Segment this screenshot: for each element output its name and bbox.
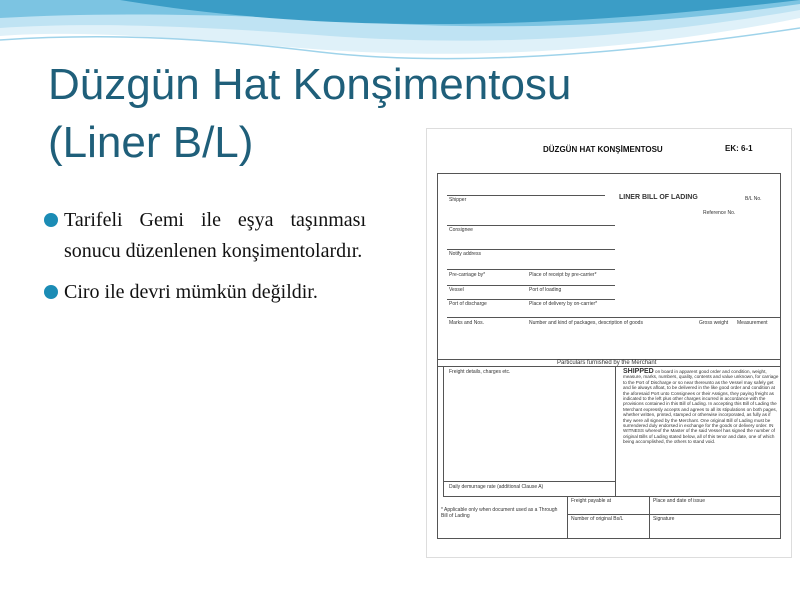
doc-rule <box>447 269 615 270</box>
doc-col-packages: Number and kind of packages, description of goods <box>529 320 643 326</box>
bill-of-lading-image <box>426 128 792 558</box>
doc-field-consignee: Consignee <box>449 227 473 233</box>
doc-rule <box>567 496 568 538</box>
doc-rule <box>447 299 615 300</box>
doc-field-port-loading: Port of loading <box>529 287 562 293</box>
bullet-text: Tarifeli Gemi ile eşya taşınması sonucu düzenlenen konşimentolardır. <box>64 209 366 262</box>
doc-annex: EK: 6-1 <box>725 144 753 153</box>
doc-field-port-discharge: Port of discharge <box>449 301 487 307</box>
doc-rule <box>443 481 615 482</box>
doc-shipped-word: SHIPPED <box>623 368 654 375</box>
doc-field-vessel: Vessel <box>449 287 464 293</box>
bullet-item <box>44 205 366 267</box>
doc-rule <box>437 366 781 367</box>
doc-signature: Signature <box>653 516 675 522</box>
doc-field-place-delivery: Place of delivery by on-carrier* <box>529 301 598 307</box>
doc-num-originals: Number of original Bs/L <box>571 516 624 522</box>
bullet-dot-icon <box>44 285 58 299</box>
doc-rule <box>447 195 605 196</box>
doc-field-precarriage: Pre-carriage by* <box>449 272 486 278</box>
doc-form-title: LINER BILL OF LADING <box>619 194 698 201</box>
doc-freight-details: Freight details, charges etc. <box>449 369 511 375</box>
bullet-dot-icon <box>44 213 58 227</box>
doc-frame-left <box>437 173 438 539</box>
doc-rule <box>615 366 616 496</box>
doc-field-notify: Notify address <box>449 251 481 257</box>
doc-footnote: * Applicable only when document used as a Through Bill of Lading <box>441 507 558 519</box>
slide-title-line2: (Liner B/L) <box>48 118 254 167</box>
doc-place-date: Place and date of issue <box>653 498 705 504</box>
doc-field-shipper: Shipper <box>449 197 467 203</box>
doc-shipped-text: on board in apparent good order and condition, weight, measure, marks, numbers, quality, contents and value unknown, for carriage to the Port of Discharge or so near thereunto as the Vessel may safely get and lie always afloat, to be delivered in the like good order and condition at the aforesaid Port unto Consignees or their Assigns, they paying freight as indicated to the left plus other charges incurred in accordance with the provisions contained in this Bill of Lading. In accepting this Bill of Lading the Merchant expressly accepts and agrees to all its stipulations on both pages, whether written, printed, stamped or otherwise incorporated, as fully as if they were all signed by the Merchant. One original Bill of Lading must be surrendered duly endorsed in exchange for the goods or delivery order. IN WITNESS whereof the Master of the said Vessel has signed the number of original Bills of Lading stated below, all of this tenor and date, one of which being accomplished, the others to stand void. <box>623 369 779 445</box>
doc-rule <box>567 514 781 515</box>
doc-col-marks: Marks and Nos. <box>449 320 485 326</box>
doc-rule <box>447 285 615 286</box>
bullet-item <box>44 277 366 308</box>
doc-rule <box>447 317 781 318</box>
doc-field-place-receipt: Place of receipt by pre-carrier* <box>529 272 597 278</box>
doc-reference-no: Reference No. <box>703 210 736 216</box>
doc-rule <box>447 249 615 250</box>
bullet-list <box>44 205 366 318</box>
doc-col-gross-weight: Gross weight <box>699 320 729 326</box>
doc-frame-top <box>437 173 781 174</box>
doc-col-measurement: Measurement <box>737 320 768 326</box>
doc-shipped-clause <box>623 369 779 445</box>
bullet-text: Ciro ile devri mümkün değildir. <box>64 281 318 303</box>
slide-title-line1: Düzgün Hat Konşimentosu <box>48 60 572 109</box>
doc-rule <box>443 496 781 497</box>
doc-bl-no: B/L No. <box>745 196 762 202</box>
doc-particulars: Particulars furnished by the Merchant <box>557 360 657 366</box>
doc-freight-payable: Freight payable at <box>571 498 612 504</box>
doc-demurrage: Daily demurrage rate (additional Clause A) <box>449 484 544 490</box>
doc-rule <box>447 225 615 226</box>
doc-frame-bottom <box>437 538 781 539</box>
doc-frame-right <box>780 173 781 539</box>
doc-heading: DÜZGÜN HAT KONŞİMENTOSU <box>543 145 663 154</box>
doc-rule <box>649 496 650 538</box>
doc-rule <box>443 366 444 496</box>
